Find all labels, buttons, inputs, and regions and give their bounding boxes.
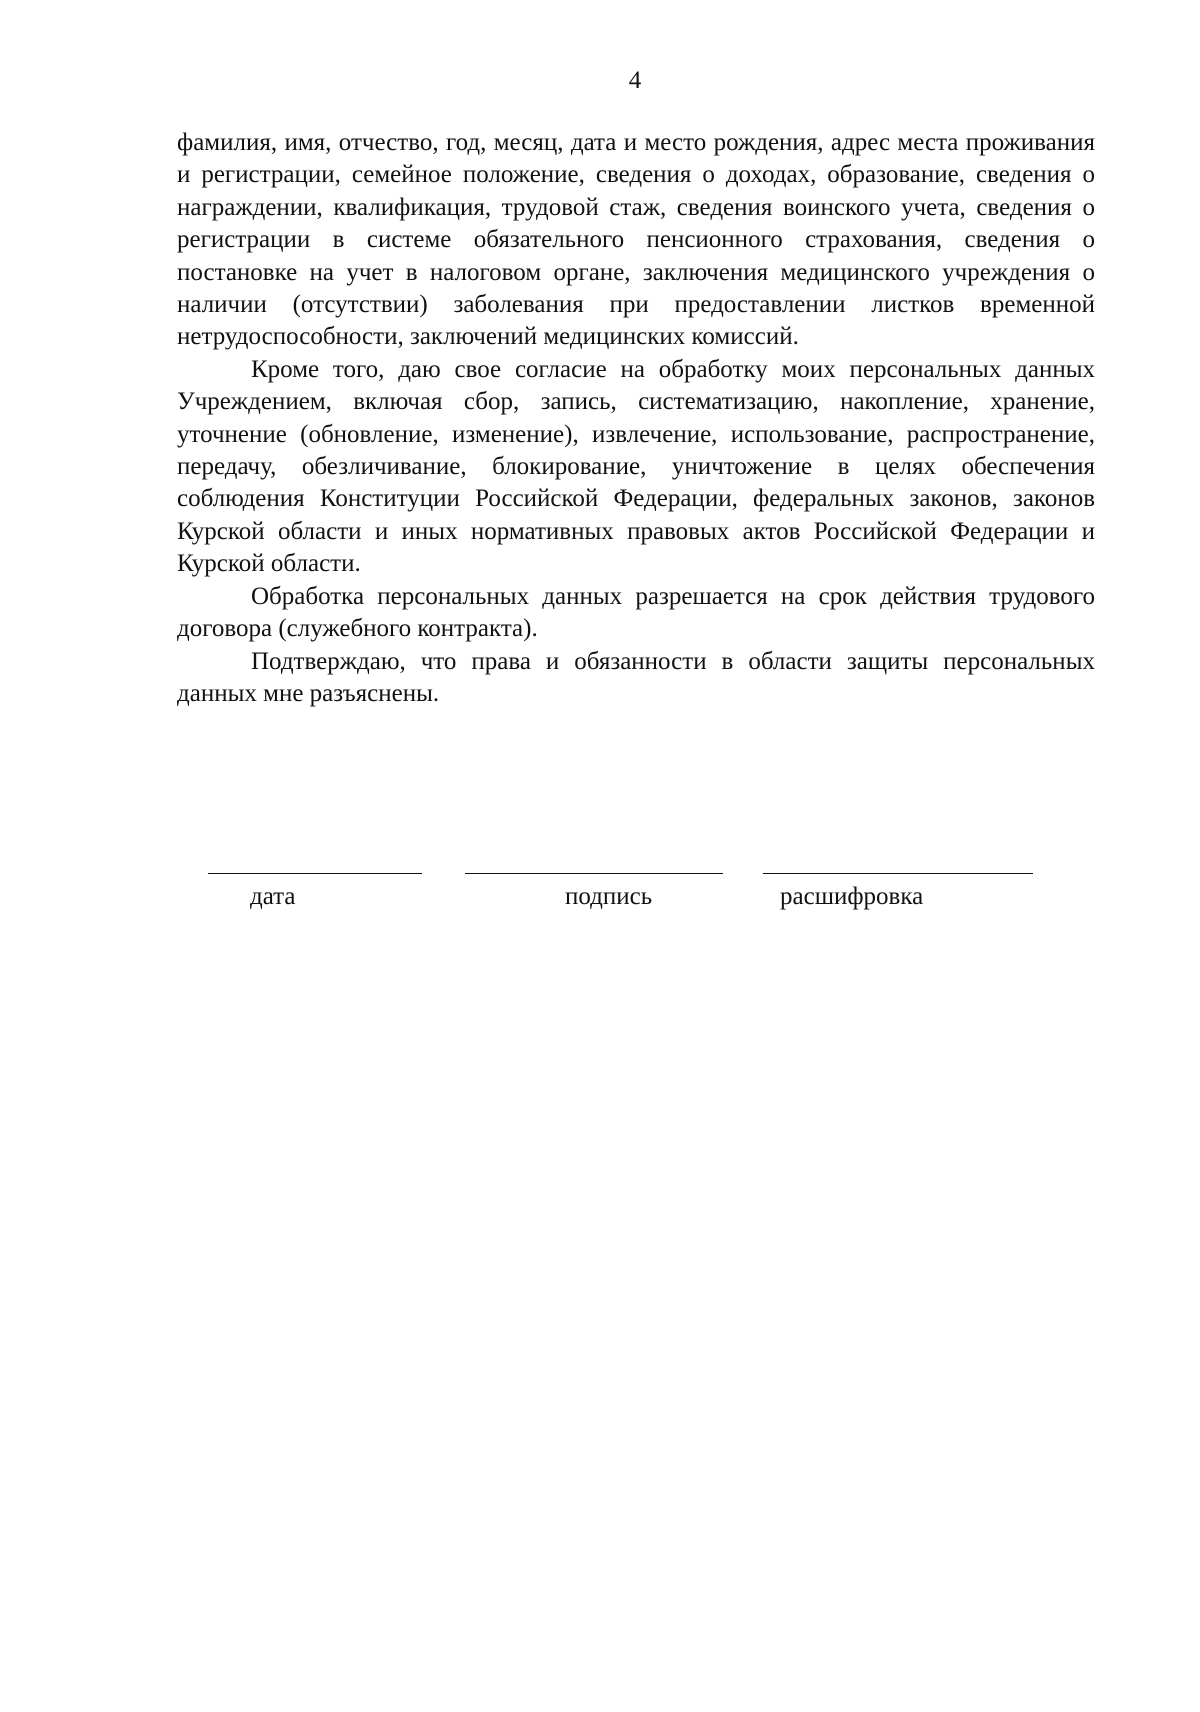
paragraph-rights-confirmation: Подтверждаю, что права и обязанности в области защиты персональных данных мне разъяснены.: [177, 647, 1095, 707]
paragraph-processing-term: Обработка персональных данных разрешается на срок действия трудового договора (служебного контракта).: [177, 582, 1095, 643]
date-line: [208, 873, 422, 874]
consent-body: [177, 127, 1095, 710]
page-number: 4: [628, 67, 642, 94]
paragraph-processing-consent: Кроме того, даю свое согласие на обработку моих персональных данных Учреждением, включая сбор, запись, систематизацию, накопление, хранение, уточнение (обновление, изменение), извлечение, использование, распространение, передачу, обезличивание, блокирование, уничтожение в целях обеспечения соблюдения Конституции Российской Федерации, федеральных законов, законов Курской области и иных нормативных правовых актов Российской Федерации и Курской области.: [177, 355, 1095, 578]
decoding-label: расшифровка: [780, 883, 924, 910]
paragraph-personal-data-list: фамилия, имя, отчество, год, месяц, дата и место рождения, адрес места проживания и регистрации, семейное положение, сведения о доходах, образование, сведения о награждении, квалификация, трудовой стаж, сведения воинского учета, сведения о регистрации в системе обязательного пенсионного страхования, сведения о постановке на учет в налоговом органе, заключения медицинского учреждения о наличии (отсутствии) заболевания при предоставлении листков временной нетрудоспособности, заключений медицинских комиссий.: [177, 129, 1095, 351]
signature-line: [465, 873, 723, 874]
date-label: дата: [250, 883, 296, 910]
signature-label: подпись: [565, 883, 653, 910]
decoding-line: [763, 873, 1033, 874]
